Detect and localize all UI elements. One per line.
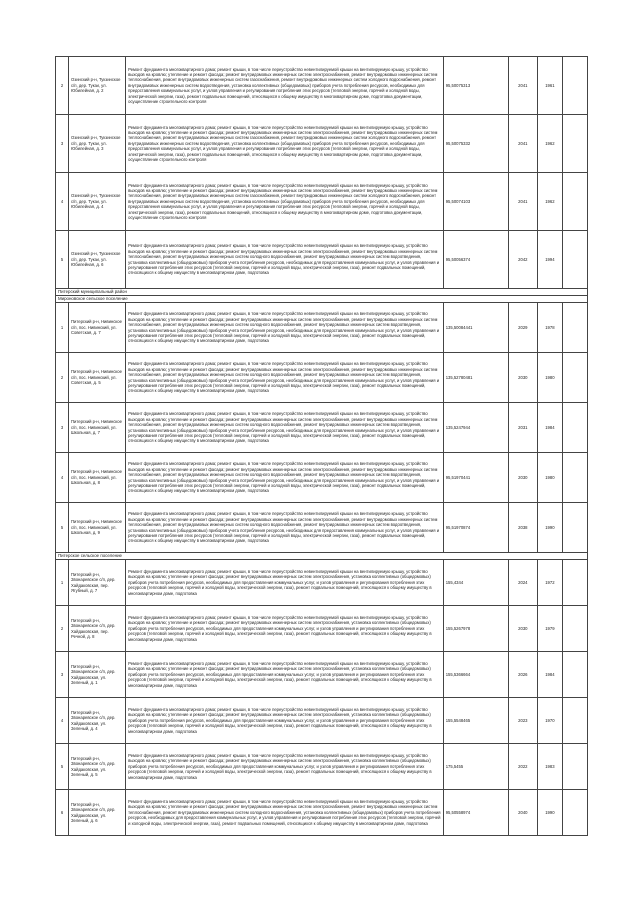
plan-year-cell: 2041	[508, 57, 537, 115]
works-cell: Ремонт фундамента многоквартирного дома; ремонт крыши, в том числе переустройство невентилируемой крыши на вентилируемую крышу, устройство выходов на кровлю; утепление и ремонт фасада; ремонт внутридомовых инженерных систем электроснабжения, установка коллективных (общедомовых) приборов учета потребления ресурсов, необходимых для предоставления коммунальных услуг, и узлов управления и регулирования потребления этих ресурсов (тепловой энергии, горячей и холодной воды, электрической энергии, газа), ремонт подвальных помещений, относящихся к общему имуществу в многоквартирном доме, подготовка	[126, 606, 444, 652]
empty-cell	[562, 353, 587, 403]
row-number-cell: 2	[56, 606, 69, 652]
address-cell: Питерский р-н, Звонаревское с/п, дер. Хайдаковская, ул. Зеленый, д. 5	[69, 744, 126, 790]
build-year-cell: 1979	[537, 606, 562, 652]
area-cell: 175,5455	[443, 744, 508, 790]
build-year-cell: 1994	[537, 231, 562, 289]
works-cell: Ремонт фундамента многоквартирного дома; ремонт крыши, в том числе переустройство невентилируемой крыши на вентилируемую крышу, устройство выходов на кровлю; утепление и ремонт фасада; ремонт внутридомовых инженерных систем электроснабжения, ремонт внутридомовых инженерных систем теплоснабжения, ремонт внутридомовых инженерных систем газоснабжения, ремонт внутридомовых инженерных систем холодного водоснабжения, ремонт внутридомовых инженерных систем водоотведения, установка коллективных (общедомовых) приборов учета потребления ресурсов, необходимых для предоставления коммунальных услуг, и узлов управления и регулирования потребления этих ресурсов (тепловой энергии, горячей и холодной воды, электрической энергии, газа), ремонт подвальных помещений, относящихся к общему имуществу в многоквартирном доме, подготовка документации, осуществление строительного контроля	[126, 115, 444, 173]
housing-repair-table	[55, 56, 588, 836]
works-cell: Ремонт фундамента многоквартирного дома; ремонт крыши, в том числе переустройство невентилируемой крыши на вентилируемую крышу, устройство выходов на кровлю; утепление и ремонт фасада; ремонт внутридомовых инженерных систем электроснабжения, ремонт внутридомовых инженерных систем теплоснабжения, ремонт внутридомовых инженерных систем холодного водоснабжения, ремонт внутридомовых инженерных систем водоотведения, установка коллективных (общедомовых) приборов учета потребления ресурсов, необходимых для предоставления коммунальных услуг, и узлов управления и регулирования потребления этих ресурсов (тепловой энергии, горячей и холодной воды, электрической энергии, газа), ремонт подвальных помещений, относящихся к общему имуществу в многоквартирном доме, подготовка	[126, 353, 444, 403]
empty-cell	[562, 744, 587, 790]
settlement-heading	[56, 296, 588, 303]
table-body	[56, 57, 588, 836]
address-cell: Питерский р-н, Нивинское с/п, пос. Нивинский, ул. Школьная, д. 8	[69, 453, 126, 503]
area-cell: 95,50075332	[443, 115, 508, 173]
table-row	[56, 503, 588, 553]
area-cell: 95,50075313	[443, 57, 508, 115]
works-cell: Ремонт фундамента многоквартирного дома; ремонт крыши, в том числе переустройство невентилируемой крыши на вентилируемую крышу, устройство выходов на кровлю; утепление и ремонт фасада; ремонт внутридомовых инженерных систем электроснабжения, установка коллективных (общедомовых) приборов учета потребления ресурсов, необходимых для предоставления коммунальных услуг, и узлов управления и регулирования потребления этих ресурсов (тепловой энергии, горячей и холодной воды, электрической энергии, газа), ремонт подвальных помещений, относящихся к общему имуществу в многоквартирном доме, подготовка	[126, 560, 444, 606]
row-number-cell: 4	[56, 173, 69, 231]
table-row	[56, 353, 588, 403]
address-cell: Питерский р-н, Звонаревское с/п, дер. Хайдаковская, пер. Речной, д. 8	[69, 606, 126, 652]
empty-cell	[562, 173, 587, 231]
table-row	[56, 57, 588, 115]
area-cell: 155,4344	[443, 560, 508, 606]
build-year-cell: 1984	[537, 652, 562, 698]
row-number-cell: 3	[56, 403, 69, 453]
area-cell: 95,50074103	[443, 173, 508, 231]
build-year-cell: 1990	[537, 790, 562, 836]
works-cell: Ремонт фундамента многоквартирного дома; ремонт крыши, в том числе переустройство невентилируемой крыши на вентилируемую крышу, устройство выходов на кровлю; утепление и ремонт фасада; ремонт внутридомовых инженерных систем электроснабжения, ремонт внутридомовых инженерных систем теплоснабжения, ремонт внутридомовых инженерных систем холодного водоснабжения, ремонт внутридомовых инженерных систем водоотведения, установка коллективных (общедомовых) приборов учета потребления ресурсов, необходимых для предоставления коммунальных услуг, и узлов управления и регулирования потребления этих ресурсов (тепловой энергии, горячей и холодной воды, электрической энергии, газа), ремонт подвальных помещений, относящихся к общему имуществу в многоквартирном доме, подготовка	[126, 503, 444, 553]
works-cell: Ремонт фундамента многоквартирного дома; ремонт крыши, в том числе переустройство невентилируемой крыши на вентилируемую крышу, устройство выходов на кровлю; утепление и ремонт фасада; ремонт внутридомовых инженерных систем электроснабжения, установка коллективных (общедомовых) приборов учета потребления ресурсов, необходимых для предоставления коммунальных услуг, и узлов управления и регулирования потребления этих ресурсов (тепловой энергии, горячей и холодной воды, электрической энергии, газа), ремонт подвальных помещений, относящихся к общему имуществу в многоквартирном доме, подготовка	[126, 698, 444, 744]
area-cell: 135,52780481	[443, 353, 508, 403]
empty-cell	[562, 403, 587, 453]
address-cell: Питерский р-н, Звонаревское с/п, дер. Хайдаковская, пер. Ягубный, д. 7	[69, 560, 126, 606]
area-cell: 95,50056374	[443, 231, 508, 289]
build-year-cell: 1984	[537, 403, 562, 453]
plan-year-cell: 2029	[508, 303, 537, 353]
table-row	[56, 231, 588, 289]
row-number-cell: 5	[56, 744, 69, 790]
table-row	[56, 790, 588, 836]
works-cell: Ремонт фундамента многоквартирного дома; ремонт крыши, в том числе переустройство невентилируемой крыши на вентилируемую крышу, устройство выходов на кровлю; утепление и ремонт фасада; ремонт внутридомовых инженерных систем электроснабжения, ремонт внутридомовых инженерных систем теплоснабжения, ремонт внутридомовых инженерных систем холодного водоснабжения, ремонт внутридомовых инженерных систем водоотведения, установка коллективных (общедомовых) приборов учета потребления ресурсов, необходимых для предоставления коммунальных услуг, и узлов управления и регулирования потребления этих ресурсов (тепловой энергии, горячей и холодной воды, электрической энергии, газа), ремонт подвальных помещений, относящихся к общему имуществу в многоквартирном доме, подготовка	[126, 453, 444, 503]
plan-year-cell: 2023	[508, 698, 537, 744]
build-year-cell: 1962	[537, 173, 562, 231]
area-cell: 95,51970441	[443, 453, 508, 503]
row-number-cell: 3	[56, 115, 69, 173]
table-row	[56, 453, 588, 503]
row-number-cell: 1	[56, 560, 69, 606]
area-cell: 95,51970874	[443, 503, 508, 553]
row-number-cell: 6	[56, 790, 69, 836]
settlement-heading-label: Мироновское сельское поселение	[56, 296, 588, 303]
table-row	[56, 403, 588, 453]
table-row	[56, 744, 588, 790]
build-year-cell: 1961	[537, 57, 562, 115]
address-cell: Питерский р-н, Нивинское с/п, пос. Нивинский, ул. Советская, д. 5	[69, 353, 126, 403]
address-cell: Питерский р-н, Звонаревское с/п, дер. Хайдаковская, ул. Зеленый, д. 1	[69, 652, 126, 698]
row-number-cell: 1	[56, 303, 69, 353]
area-cell: 155,5548465	[443, 698, 508, 744]
area-cell: 135,50084441	[443, 303, 508, 353]
row-number-cell: 4	[56, 453, 69, 503]
empty-cell	[562, 560, 587, 606]
plan-year-cell: 2040	[508, 790, 537, 836]
plan-year-cell: 2030	[508, 606, 537, 652]
plan-year-cell: 2041	[508, 173, 537, 231]
plan-year-cell: 2042	[508, 231, 537, 289]
address-cell: Озинский р-н, Тукзинское с/п, дер. Тукзи, ул. Юбилейная, д. 2	[69, 57, 126, 115]
empty-cell	[562, 606, 587, 652]
table-row	[56, 560, 588, 606]
table-row	[56, 303, 588, 353]
plan-year-cell: 2026	[508, 652, 537, 698]
area-cell: 95,50558974	[443, 790, 508, 836]
table-row	[56, 652, 588, 698]
document-sheet	[55, 56, 588, 836]
area-cell: 155,5267978	[443, 606, 508, 652]
plan-year-cell: 2030	[508, 353, 537, 403]
plan-year-cell: 2038	[508, 503, 537, 553]
works-cell: Ремонт фундамента многоквартирного дома; ремонт крыши, в том числе переустройство невентилируемой крыши на вентилируемую крышу, устройство выходов на кровлю; утепление и ремонт фасада; ремонт внутридомовых инженерных систем электроснабжения, установка коллективных (общедомовых) приборов учета потребления ресурсов, необходимых для предоставления коммунальных услуг, и узлов управления и регулирования потребления этих ресурсов (тепловой энергии, горячей и холодной воды, электрической энергии, газа), ремонт подвальных помещений, относящихся к общему имуществу в многоквартирном доме, подготовка	[126, 744, 444, 790]
empty-cell	[562, 453, 587, 503]
empty-cell	[562, 503, 587, 553]
build-year-cell: 1978	[537, 303, 562, 353]
works-cell: Ремонт фундамента многоквартирного дома; ремонт крыши, в том числе переустройство невентилируемой крыши на вентилируемую крышу, устройство выходов на кровлю; утепление и ремонт фасада; ремонт внутридомовых инженерных систем электроснабжения, ремонт внутридомовых инженерных систем теплоснабжения, ремонт внутридомовых инженерных систем газоснабжения, ремонт внутридомовых инженерных систем холодного водоснабжения, ремонт внутридомовых инженерных систем водоотведения, установка коллективных (общедомовых) приборов учета потребления ресурсов, необходимых для предоставления коммунальных услуг, и узлов управления и регулирования потребления этих ресурсов (тепловой энергии, горячей и холодной воды, электрической энергии, газа), ремонт подвальных помещений, относящихся к общему имуществу в многоквартирном доме, подготовка документации, осуществление строительного контроля	[126, 173, 444, 231]
plan-year-cell: 2024	[508, 560, 537, 606]
empty-cell	[562, 57, 587, 115]
district-heading	[56, 289, 588, 296]
area-cell: 155,5366664	[443, 652, 508, 698]
table-row	[56, 606, 588, 652]
address-cell: Озинский р-н, Тукзинское с/п, дер. Тукзи, ул. Юбилейная, д. 3	[69, 115, 126, 173]
empty-cell	[562, 303, 587, 353]
plan-year-cell: 2031	[508, 403, 537, 453]
empty-cell	[562, 698, 587, 744]
build-year-cell: 1980	[537, 453, 562, 503]
row-number-cell: 5	[56, 503, 69, 553]
district-heading-label: Питерский муниципальный район	[56, 289, 588, 296]
settlement-heading-2-label: Питерское сельское поселение	[56, 553, 588, 560]
address-cell: Питерский р-н, Нивинское с/п, пос. Нивинский, ул. Школьная, д. 7	[69, 403, 126, 453]
area-cell: 135,5247944	[443, 403, 508, 453]
build-year-cell: 1970	[537, 698, 562, 744]
address-cell: Питерский р-н, Нивинское с/п, пос. Нивинский, ул. Школьная, д. 9	[69, 503, 126, 553]
address-cell: Питерский р-н, Нивинское с/п, пос. Нивинский, ул. Советская, д. 7	[69, 303, 126, 353]
works-cell: Ремонт фундамента многоквартирного дома; ремонт крыши, в том числе переустройство невентилируемой крыши на вентилируемую крышу, устройство выходов на кровлю; утепление и ремонт фасада; ремонт внутридомовых инженерных систем электроснабжения, ремонт внутридомовых инженерных систем теплоснабжения, ремонт внутридомовых инженерных систем холодного водоснабжения, установка коллективных (общедомовых) приборов учета потребления ресурсов, необходимых для предоставления коммунальных услуг, и узлов управления и регулирования потребления этих ресурсов (тепловой энергии, горячей и холодной воды, электрической энергии, газа), ремонт подвальных помещений, относящихся к общему имуществу в многоквартирном доме, подготовка	[126, 790, 444, 836]
empty-cell	[562, 231, 587, 289]
build-year-cell: 1962	[537, 115, 562, 173]
works-cell: Ремонт фундамента многоквартирного дома; ремонт крыши, в том числе переустройство невентилируемой крыши на вентилируемую крышу, устройство выходов на кровлю; утепление и ремонт фасада; ремонт внутридомовых инженерных систем электроснабжения, ремонт внутридомовых инженерных систем теплоснабжения, ремонт внутридомовых инженерных систем холодного водоснабжения, ремонт внутридомовых инженерных систем водоотведения, установка коллективных (общедомовых) приборов учета потребления ресурсов, необходимых для предоставления коммунальных услуг, и узлов управления и регулирования потребления этих ресурсов (тепловой энергии, горячей и холодной воды, электрической энергии, газа), ремонт подвальных помещений, относящихся к общему имуществу в многоквартирном доме, подготовка	[126, 403, 444, 453]
works-cell: Ремонт фундамента многоквартирного дома; ремонт крыши, в том числе переустройство невентилируемой крыши на вентилируемую крышу, устройство выходов на кровлю; утепление и ремонт фасада; ремонт внутридомовых инженерных систем электроснабжения, ремонт внутридомовых инженерных систем теплоснабжения, ремонт внутридомовых инженерных систем газоснабжения, ремонт внутридомовых инженерных систем холодного водоснабжения, ремонт внутридомовых инженерных систем водоотведения, установка коллективных (общедомовых) приборов учета потребления ресурсов, необходимых для предоставления коммунальных услуг, и узлов управления и регулирования потребления этих ресурсов (тепловой энергии, горячей и холодной воды, электрической энергии, газа), ремонт подвальных помещений, относящихся к общему имуществу в многоквартирном доме, подготовка документации, осуществление строительного контроля	[126, 57, 444, 115]
settlement-heading-2	[56, 553, 588, 560]
address-cell: Озинский р-н, Тукзинское с/п, дер. Тукзи, ул. Юбилейная, д. 4	[69, 173, 126, 231]
build-year-cell: 1972	[537, 560, 562, 606]
row-number-cell: 2	[56, 57, 69, 115]
plan-year-cell: 2030	[508, 453, 537, 503]
empty-cell	[562, 115, 587, 173]
works-cell: Ремонт фундамента многоквартирного дома; ремонт крыши, в том числе переустройство невентилируемой крыши на вентилируемую крышу, устройство выходов на кровлю; утепление и ремонт фасада; ремонт внутридомовых инженерных систем электроснабжения, ремонт внутридомовых инженерных систем теплоснабжения, ремонт внутридомовых инженерных систем холодного водоснабжения, ремонт внутридомовых инженерных систем водоотведения, установка коллективных (общедомовых) приборов учета потребления ресурсов, необходимых для предоставления коммунальных услуг, и узлов управления и регулирования потребления этих ресурсов (тепловой энергии, горячей и холодной воды, электрической энергии, газа), ремонт подвальных помещений, относящихся к общему имуществу в многоквартирном доме, подготовка	[126, 303, 444, 353]
table-row	[56, 698, 588, 744]
row-number-cell: 4	[56, 698, 69, 744]
table-row	[56, 115, 588, 173]
address-cell: Озинский р-н, Тукзинское с/п, дер. Тукзи, ул. Юбилейная, д. 6	[69, 231, 126, 289]
address-cell: Питерский р-н, Звонаревское с/п, дер. Хайдаковская, ул. Зеленый, д. 6	[69, 790, 126, 836]
works-cell: Ремонт фундамента многоквартирного дома; ремонт крыши, в том числе переустройство невентилируемой крыши на вентилируемую крышу, устройство выходов на кровлю; утепление и ремонт фасада; ремонт внутридомовых инженерных систем электроснабжения, установка коллективных (общедомовых) приборов учета потребления ресурсов, необходимых для предоставления коммунальных услуг, и узлов управления и регулирования потребления этих ресурсов (тепловой энергии, горячей и холодной воды, электрической энергии, газа), ремонт подвальных помещений, относящихся к общему имуществу в многоквартирном доме, подготовка	[126, 652, 444, 698]
build-year-cell: 1990	[537, 503, 562, 553]
row-number-cell: 3	[56, 652, 69, 698]
address-cell: Питерский р-н, Звонаревское с/п, дер. Хайдаковская, ул. Зеленый, д. 4	[69, 698, 126, 744]
build-year-cell: 1983	[537, 744, 562, 790]
table-row	[56, 173, 588, 231]
plan-year-cell: 2041	[508, 115, 537, 173]
row-number-cell: 5	[56, 231, 69, 289]
works-cell: Ремонт фундамента многоквартирного дома; ремонт крыши, в том числе переустройство невентилируемой крыши на вентилируемую крышу, устройство выходов на кровлю; утепление и ремонт фасада; ремонт внутридомовых инженерных систем электроснабжения, ремонт внутридомовых инженерных систем теплоснабжения, ремонт внутридомовых инженерных систем холодного водоснабжения, ремонт внутридомовых инженерных систем водоотведения, установка коллективных (общедомовых) приборов учета потребления ресурсов, необходимых для предоставления коммунальных услуг, и узлов управления и регулирования потребления этих ресурсов (тепловой энергии, горячей и холодной воды, электрической энергии, газа), ремонт подвальных помещений, относящихся к общему имуществу в многоквартирном доме, подготовка	[126, 231, 444, 289]
plan-year-cell: 2022	[508, 744, 537, 790]
empty-cell	[562, 652, 587, 698]
row-number-cell: 2	[56, 353, 69, 403]
build-year-cell: 1980	[537, 353, 562, 403]
empty-cell	[562, 790, 587, 836]
